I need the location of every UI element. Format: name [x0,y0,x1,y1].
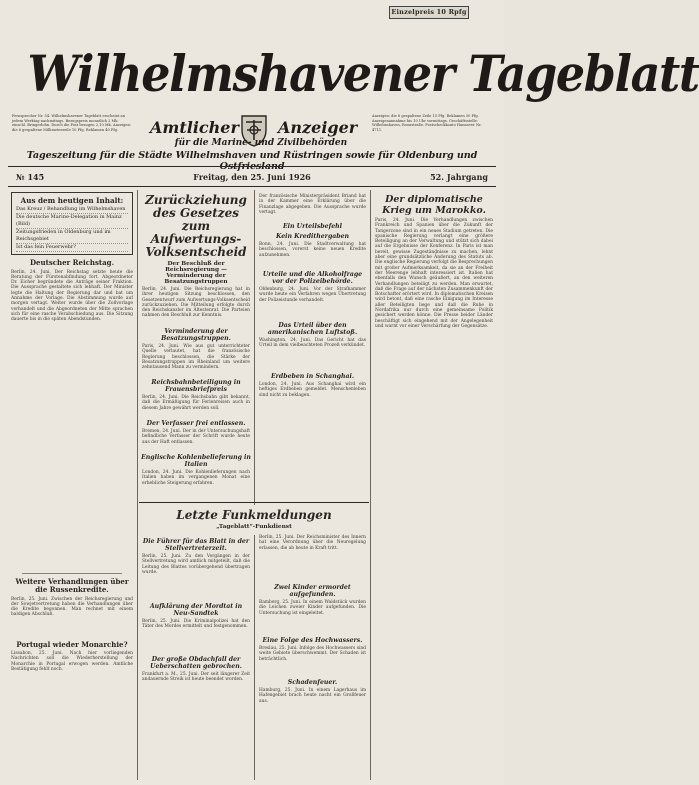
article-body: Berlin, 24. Juni. Die Reichsregierung hat in ihrer heutigen Sitzung beschlossen, den Gesetzentwurf zum Aufwertungs-Volksentscheid zurückzuziehen. Die Mitteilung erfolgte durch den Reichskanzler im Ältestenrat. Die Parteien nahmen den Beschluß zur Kenntnis. [142,287,250,319]
article-heading: Zwei Kinder ermordet aufgefunden. [274,584,351,598]
article-body: Breslau, 25. Juni. Infolge des Hochwassers sind weite Gebiete überschwemmt. Der Schaden ist beträchtlich. [259,646,366,662]
masthead-ad-right: Anzeigen: die 8 gespaltene Zeile 15 Pfg. Reklamen 50 Pfg. Anzeigenannahme bis 10 Uhr vormittags. Geschäftsstelle: Wilhelmshaven, Roonstraße. Postscheckkonto Hannover Nr. 4711. [372,114,482,132]
article-heading: Der diplomatische Krieg um Marokko. [382,194,486,216]
subtitle-right: Anzeiger [278,118,358,137]
toc-item: Das Kreuz / Behandlung im Wilhelmshaven [16,206,128,214]
rule-dateline [8,186,496,187]
article-body: Bamberg, 25. Juni. In einem Waldstück wurden die Leichen zweier Kinder aufgefunden. Die Untersuchung ist eingeleitet. [259,600,366,616]
article-body: Der französische Ministerpräsident Briand hat in der Kammer eine Erklärung über die Finanzlage abgegeben. Die Aussprache wurde vertagt. [259,194,366,215]
article-heading: Weitere Verhandlungen über die Russenkredite. [15,576,129,594]
lead-headline: Zurückziehung des Gesetzes zum Aufwertungs-Volksentscheid [145,193,247,259]
toc-list [12,206,132,252]
article-heading: Das Urteil über den amerikanischen Luftstoß. [267,322,358,336]
article-body: Bremen, 24. Juni. Der in der Untersuchungshaft befindliche Verfasser der Schrift wurde heute aus der Haft entlassen. [142,429,250,445]
funk-left [139,535,253,712]
funk-heading: Letzte Funkmeldungen [176,508,332,522]
article-body: Bonn, 24. Juni. Die Stadtverwaltung hat beschlossen, vorerst keine neuen Kredite aufzunehmen. [259,242,366,258]
article-body: Paris, 24. Juni. Die Verhandlungen zwischen Frankreich und Spanien über die Zukunft der Tangerzone sind in ein neues Stadium getreten. Die spanische Regierung verlangt eine größere Beteiligung an der Verwaltung und stützt sich dabei auf die Ergebnisse der Konferenz. In Paris ist man bereit, gewisse Zugeständnisse zu machen, lehnt aber eine grundsätzliche Änderung des Statuts ab. Die englische Regierung verfolgt die Besprechungen mit großer Aufmerksamkeit, da sie an der Freiheit der Meerenge lebhaft interessiert ist. Italien hat ebenfalls den Wunsch geäußert, an den weiteren Verhandlungen beteiligt zu werden. Man erwartet, daß die Frage auf der nächsten Zusammenkunft der Botschafter erörtert wird. In diplomatischen Kreisen wird betont, daß eine rasche Einigung im Interesse aller Beteiligten liege und daß die Ruhe in Nordafrika nur durch eine gemeinsame Politik gesichert werden könne. Die Presse beider Länder beschäftigt sich eingehend mit der Angelegenheit und warnt vor einer Verschärfung der Gegensätze. [375,218,493,329]
column-divider [137,190,138,780]
toc-heading: Aus dem heutigen Inhalt: [20,196,124,205]
toc-item: Die deutsche Marine-Delegation in Mainz (Bild) [16,214,128,229]
masthead-ad-left: Fernsprecher Nr. 54. Wilhelmshavener Tageblatt erscheint an jedem Werktag nachmittags. Bezugspreis monatlich 2 Mk. einschl. Bringerlohn. Durch die Post bezogen 2,10 Mk. Anzeigen: die 6 gespaltene Millimeterzeile 10 Pfg. Reklamen 40 Pfg. [12,114,132,132]
article-heading: Portugal wieder Monarchie? [16,639,128,649]
separator [22,573,122,574]
column-1 [8,190,136,780]
article-heading: Englische Kohlenbelieferung in Italien [141,454,251,468]
article-heading: Die Führer für das Blatt in der Stellvertreterzeit. [142,538,250,552]
article-heading: Urteile und die Alkoholfrage vor der Polizeibehörde. [262,271,363,285]
article-body: Oldenburg, 24. Juni. Vor der Strafkammer wurde heute ein Verfahren wegen Übertretung der Polizeistunde verhandelt. [259,287,366,303]
article-heading: Kein Kredithergaben [275,233,350,240]
toc-box [11,192,133,255]
funk-block [139,505,369,780]
article-heading: Eine Folge des Hochwassers. [262,637,363,644]
article-body: London, 24. Juni. Die Kohlenlieferungen nach Italien haben im vergangenen Monat eine erhebliche Steigerung erfahren. [142,470,250,486]
toc-item: Zeitungsfrieden in Oldenburg und im Reichsgebiet [16,229,128,244]
article-body: Frankfurt a. M., 25. Juni. Der seit längerer Zeit andauernde Streik ist heute beendet worden. [142,672,250,683]
issue-date: Freitag, den 25. Juni 1926 [193,172,311,182]
article-heading: Erdbeben in Schanghai. [270,373,355,380]
issue-number: № 145 [16,172,45,182]
masthead-title: Wilhelmshavener Tageblatt [27,44,699,103]
toc-item: Ist das fein Feuerwehr? [16,244,128,252]
article-heading: Aufklärung der Mordtat in Neu-Sandtek [149,603,243,617]
column-2 [139,190,253,500]
article-body: Berlin, 25. Juni. Der Reichsminister des Innern hat eine Verordnung über die Neuregelung erlassen, die ab heute in Kraft tritt. [259,535,366,551]
lead-dek: Der Beschluß der Reichsregierung — Verminderung der Besatzungstruppen [164,261,228,285]
article-heading: Ein Urteilsbefehl [282,223,343,230]
funk-right [256,535,369,718]
article-heading: Der große Obdachfall der Ueberschatten gebrochen. [150,656,242,670]
rule-top [8,166,496,167]
article-body: Hamburg, 25. Juni. In einem Lagerhaus im Hafengebiet brach heute nacht ein Großfeuer aus. [259,688,366,704]
article-body: Berlin, 24. Juni. Der Reichstag setzte heute die Beratung der Fürstenabfindung fort. Abgeordneter Dr. Eicher begründete die Anträge seiner Fraktion. Die Aussprache gestaltete sich lebhaft. Der Minister legte die Haltung der Regierung dar und bat um Annahme der Vorlage. Die Abstimmung wurde auf morgen vertagt. Weiter wurde über die Zollvorlage verhandelt und die Abgeordneten der Mitte sprachen sich für eine rasche Verabschiedung aus. Die Sitzung dauerte bis in die späten Abendstunden. [11,269,133,323]
rule-funk [139,502,369,503]
article-body: Berlin, 25. Juni. Zu den Vorgängen in der Stellvertretung wird amtlich mitgeteilt, daß die Leitung des Blattes vorübergehend übertragen wurde. [142,554,250,575]
funk-subheading: „Tageblatt“-Funkdienst [216,524,292,530]
article-heading: Der Verfasser frei entlassen. [146,420,246,427]
price-badge: Einzelpreis 10 Rpfg [389,6,469,19]
dateline [8,172,496,184]
tagline: Tageszeitung für die Städte Wilhelmshaven und Rüstringen sowie für Oldenburg und [26,150,478,161]
column-divider [254,535,255,780]
article-heading: Deutscher Reichstag. [29,258,115,267]
article-body: Lissabon, 25. Juni. Nach hier vorliegenden Nachrichten soll die Wiederherstellung der Monarchie in Portugal erwogen werden. Amtliche Bestätigung fehlt noch. [11,651,133,672]
article-heading: Reichsbahnbeteiligung in Frauensbriefpreis [151,379,241,393]
column-divider [370,190,371,780]
article-body: Berlin, 24. Juni. Die Reichsbahn gibt bekannt, daß die Ermäßigung für Ferienreisen auch in diesem Jahre gewährt werden soll. [142,395,250,411]
article-body: Washington, 24. Juni. Das Gericht hat das Urteil in dem vielbeachteten Prozeß verkündet. [259,338,366,349]
subtitle-line: für die Marine- und Zivilbehörden [174,138,348,148]
column-4 [372,190,496,780]
column-3 [256,190,369,500]
article-heading: Schadenfeuer. [287,679,338,686]
volume: 52. Jahrgang [430,172,488,182]
article-body: Berlin, 25. Juni. Zwischen der Reichsregierung und der Sowjetvertretung haben die Verhandlungen über die Kredite begonnen. Man rechnet mit einem baldigen Abschluß. [11,596,133,618]
article-body: London, 24. Juni. Aus Schanghai wird ein heftiges Erdbeben gemeldet. Menschenleben sind nicht zu beklagen. [259,382,366,398]
article-body: Paris, 24. Juni. Wie aus gut unterrichteter Quelle verlautet, hat die französische Regierung beschlossen, die Stärke der Besatzungstruppen im Rheinland um weitere zehntausend Mann zu vermindern. [142,344,250,371]
article-body: Berlin, 25. Juni. Die Kriminalpolizei hat den Täter des Mordes ermittelt und festgenommen. [142,619,250,630]
article-heading: Verminderung der Besatzungstruppen. [161,328,231,342]
subtitle-left: Amtlicher [150,118,239,137]
